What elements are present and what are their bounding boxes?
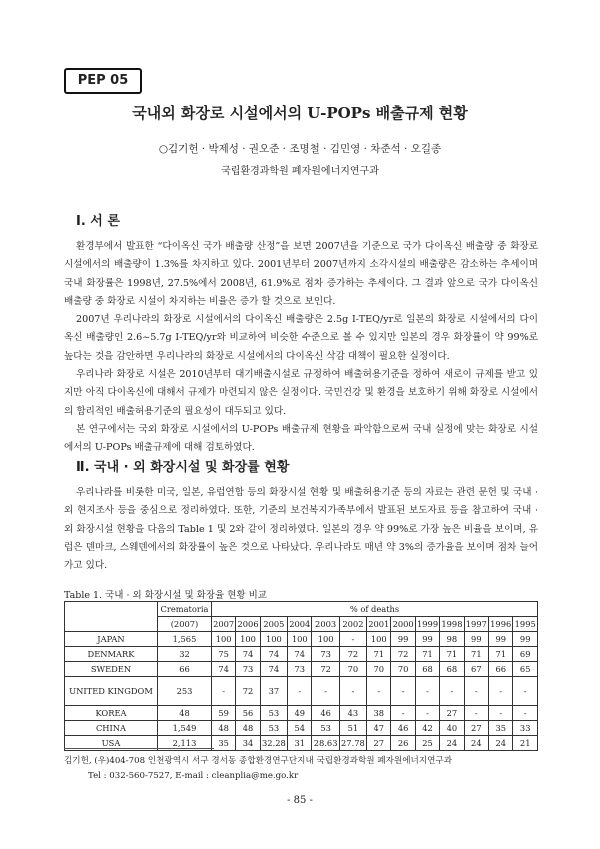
- year-cell: 1995: [513, 617, 538, 632]
- year-cell: 1996: [489, 617, 513, 632]
- crematoria-count-cell: 66: [158, 662, 212, 677]
- percent-cell: 59: [211, 706, 235, 721]
- percent-cell: 25: [415, 736, 439, 751]
- percent-cell: 38: [367, 706, 391, 721]
- paragraph: 2007년 우리나라의 화장로 시설에서의 다이옥신 배출량은 2.5g I-TEQ/yr로 일본의 화장로 시설에서의 다이옥신 배출량인 2.6~5.7g I-TEQ/yr와 비교하여 비슷한 수준으로 볼 수 있지만 일본의 경우 화장률이 약 99%로 높다는 것을 감안하면 우리나라의 화장로 시설에서의 다이옥신 삭감 대책이 필요한 실정이다.: [64, 314, 538, 362]
- country-cell: KOREA: [65, 706, 158, 721]
- percent-cell: 28.63: [312, 736, 339, 751]
- year-cell: 2003: [312, 617, 339, 632]
- country-cell: UNITED KINGDOM: [65, 677, 158, 706]
- percent-cell: 43: [339, 706, 366, 721]
- percent-cell: -: [339, 677, 366, 706]
- percent-cell: 24: [489, 736, 513, 751]
- table-row: [65, 662, 538, 677]
- percent-cell: 24: [464, 736, 488, 751]
- country-cell: JAPAN: [65, 632, 158, 647]
- percent-cell: 27: [440, 706, 464, 721]
- percent-cell: 74: [260, 662, 287, 677]
- percent-cell: 70: [339, 662, 366, 677]
- crematoria-count-cell: 32: [158, 647, 212, 662]
- percent-cell: 33: [513, 721, 538, 736]
- percent-cell: 47: [367, 721, 391, 736]
- crematoria-count-cell: 48: [158, 706, 212, 721]
- percent-cell: 99: [489, 632, 513, 647]
- percent-cell: 71: [489, 647, 513, 662]
- crematoria-count-cell: 253: [158, 677, 212, 706]
- percent-cell: 51: [339, 721, 366, 736]
- percent-cell: -: [489, 677, 513, 706]
- year-cell: 2000: [391, 617, 415, 632]
- crematoria-count-cell: 1,565: [158, 632, 212, 647]
- percent-cell: 99: [464, 632, 488, 647]
- table-header-row: [65, 602, 538, 617]
- percent-cell: 21: [513, 736, 538, 751]
- percent-cell: 100: [288, 632, 312, 647]
- year-cell: 2006: [236, 617, 260, 632]
- percent-cell: -: [513, 677, 538, 706]
- percent-cell: 35: [211, 736, 235, 751]
- percent-cell: 31: [288, 736, 312, 751]
- percent-cell: 71: [415, 647, 439, 662]
- percent-cell: -: [513, 706, 538, 721]
- percent-cell: -: [391, 677, 415, 706]
- percent-cell: 72: [339, 647, 366, 662]
- footnote: [64, 754, 452, 784]
- year-cell: 2004: [288, 617, 312, 632]
- session-badge: PEP 05: [64, 68, 142, 94]
- percent-cell: 71: [464, 647, 488, 662]
- percent-cell: -: [312, 677, 339, 706]
- section-1-body: [64, 238, 538, 458]
- percent-cell: 71: [367, 647, 391, 662]
- percent-cell: 100: [236, 632, 260, 647]
- paragraph: 우리나라를 비롯한 미국, 일본, 유럽연합 등의 화장시설 현황 및 배출허용기준 등의 자료는 관련 문헌 및 국내 · 외 현지조사 등을 중심으로 정리하였다. 또한, 기준의 보건복지가족부에서 발표된 보도자료 등을 참고하여 국내 · 외 화장시설 현황을 다음의 Table 1 및 2와 같이 정리하였다. 일본의 경우 약 99%로 가장 높은 비율을 보이며, 유럽은 덴마크, 스웨덴에서의 화장률이 높은 것으로 나타났다. 우리나라도 매년 약 3%의 증가율을 보이며 점차 늘어가고 있다.: [64, 487, 538, 572]
- percent-cell: 68: [440, 662, 464, 677]
- year-cell: 2002: [339, 617, 366, 632]
- percent-cell: 37: [260, 677, 287, 706]
- section-2-heading: Ⅱ. 국내 · 외 화장시설 및 화장률 현황: [76, 460, 290, 475]
- percent-cell: 73: [312, 647, 339, 662]
- percent-cell: 27: [464, 721, 488, 736]
- percent-cell: 100: [367, 632, 391, 647]
- paragraph: 환경부에서 발표한 “다이옥신 국가 배출량 산정”을 보면 2007년을 기준으로 국가 다이옥신 배출량 중 화장로 시설에서의 배출량이 1.3%를 차지하고 있다. 2001년부터 2007년까지 소각시설의 배출량은 감소하는 추세이며 국내 화장률은 1998년, 27.5%에서 2008년, 61.9%로 점차 증가하는 추세이다. 그 결과 앞으로 국가 다이옥신 배출량 중 화장로 시설이 차지하는 비율은 증가 할 것으로 보인다.: [64, 241, 538, 307]
- paper-title: 국내외 화장로 시설에서의 U-POPs 배출규제 현황: [132, 104, 468, 122]
- percent-cell: -: [367, 677, 391, 706]
- percent-cell: 67: [464, 662, 488, 677]
- year-cell: 1998: [440, 617, 464, 632]
- page-number: - 85 -: [287, 795, 313, 806]
- year-cell: 1999: [415, 617, 439, 632]
- year-cell: 2007: [211, 617, 235, 632]
- percent-cell: 46: [391, 721, 415, 736]
- country-cell: SWEDEN: [65, 662, 158, 677]
- crematoria-year-header: (2007): [158, 617, 212, 632]
- percent-cell: 70: [367, 662, 391, 677]
- percent-cell: 73: [236, 662, 260, 677]
- percent-cell: -: [415, 677, 439, 706]
- country-cell: CHINA: [65, 721, 158, 736]
- percent-cell: 48: [236, 721, 260, 736]
- table-row: [65, 721, 538, 736]
- percent-cell: 74: [288, 647, 312, 662]
- crematoria-count-cell: 1,549: [158, 721, 212, 736]
- percent-cell: 46: [312, 706, 339, 721]
- percent-cell: 66: [489, 662, 513, 677]
- percent-cell: 100: [211, 632, 235, 647]
- percent-cell: 74: [260, 647, 287, 662]
- percent-cell: 75: [211, 647, 235, 662]
- percent-cell: 100: [260, 632, 287, 647]
- percent-cell: 53: [260, 706, 287, 721]
- percent-cell: 74: [236, 647, 260, 662]
- crematoria-count-cell: 2,113: [158, 736, 212, 751]
- percent-cell: 72: [236, 677, 260, 706]
- percent-cell: 40: [440, 721, 464, 736]
- percent-cell: 73: [288, 662, 312, 677]
- country-cell: USA: [65, 736, 158, 751]
- table-row: [65, 706, 538, 721]
- percent-cell: -: [391, 706, 415, 721]
- percent-cell: 32.28: [260, 736, 287, 751]
- percent-cell: 72: [312, 662, 339, 677]
- percent-cell: -: [464, 677, 488, 706]
- affiliation: 국립환경과학원 폐자원에너지연구과: [221, 166, 379, 177]
- section-2-body: [64, 484, 538, 575]
- footnote-divider: [64, 748, 214, 749]
- percent-cell: -: [211, 677, 235, 706]
- percent-cell: -: [339, 632, 366, 647]
- footnote-address: 김기헌, (우)404-708 인천광역시 서구 경서동 종합환경연구단지내 국립환경과학원 폐자원에너지연구과: [64, 756, 453, 766]
- table-row: [65, 632, 538, 647]
- percent-cell: 100: [312, 632, 339, 647]
- percent-cell: 49: [288, 706, 312, 721]
- table-row: [65, 677, 538, 706]
- percent-cell: 24: [440, 736, 464, 751]
- percent-cell: 53: [260, 721, 287, 736]
- percent-cell: 27: [367, 736, 391, 751]
- percent-cell: 42: [415, 721, 439, 736]
- crematoria-table: [64, 601, 538, 751]
- table-caption: Table 1. 국내 · 외 화장시설 및 화장율 현황 비교: [64, 590, 267, 601]
- section-1-heading: Ⅰ. 서 론: [76, 214, 120, 229]
- percent-cell: 54: [288, 721, 312, 736]
- footnote-contact: Tel : 032-560-7527, E-mail : cleanplia@me.go.kr: [88, 771, 299, 781]
- percent-cell: 98: [440, 632, 464, 647]
- percent-cell: 53: [312, 721, 339, 736]
- percent-cell: 56: [236, 706, 260, 721]
- percent-cell: -: [464, 706, 488, 721]
- percent-cell: 99: [513, 632, 538, 647]
- blank-header-cell: [65, 602, 158, 632]
- year-cell: 2005: [260, 617, 287, 632]
- percent-cell: -: [415, 706, 439, 721]
- author-list: ○김기헌 · 박제성 · 권오준 · 조명철 · 김민영 · 차준석 · 오길종: [158, 143, 442, 155]
- percent-cell: 35: [489, 721, 513, 736]
- percent-cell: 34: [236, 736, 260, 751]
- percent-cell: 71: [440, 647, 464, 662]
- percent-cell: 69: [513, 647, 538, 662]
- paragraph: 우리나라 화장로 시설은 2010년부터 대기배출시설로 규정하여 배출허용기준을 정하여 새로이 규제를 받고 있지만 아직 다이옥신에 대해서 규제가 마련되지 않은 실정이다. 국민건강 및 환경을 보호하기 위해 화장로 시설에서의 합리적인 배출허용기준의 필요성이 대두되고 있다.: [64, 369, 538, 417]
- country-cell: DENMARK: [65, 647, 158, 662]
- percent-cell: -: [288, 677, 312, 706]
- percent-cell: 68: [415, 662, 439, 677]
- percent-cell: -: [489, 706, 513, 721]
- percent-cell: 70: [391, 662, 415, 677]
- percent-cell: 27.78: [339, 736, 366, 751]
- percent-cell: 26: [391, 736, 415, 751]
- crematoria-header: Crematoria: [158, 602, 212, 617]
- table-body: [65, 602, 538, 751]
- table-row: [65, 647, 538, 662]
- percent-cell: 99: [391, 632, 415, 647]
- percent-cell: -: [440, 677, 464, 706]
- year-cell: 2001: [367, 617, 391, 632]
- percent-cell: 48: [211, 721, 235, 736]
- percent-cell: 99: [415, 632, 439, 647]
- year-cell: 1997: [464, 617, 488, 632]
- percent-cell: 65: [513, 662, 538, 677]
- percent-cell: 72: [391, 647, 415, 662]
- percent-cell: 74: [211, 662, 235, 677]
- deaths-header: % of deaths: [211, 602, 537, 617]
- paragraph: 본 연구에서는 국외 화장로 시설에서의 U-POPs 배출규제 현황을 파악함으로써 국내 실정에 맞는 화장로 시설에서의 U-POPs 배출규제에 대해 검토하였다.: [64, 423, 538, 454]
